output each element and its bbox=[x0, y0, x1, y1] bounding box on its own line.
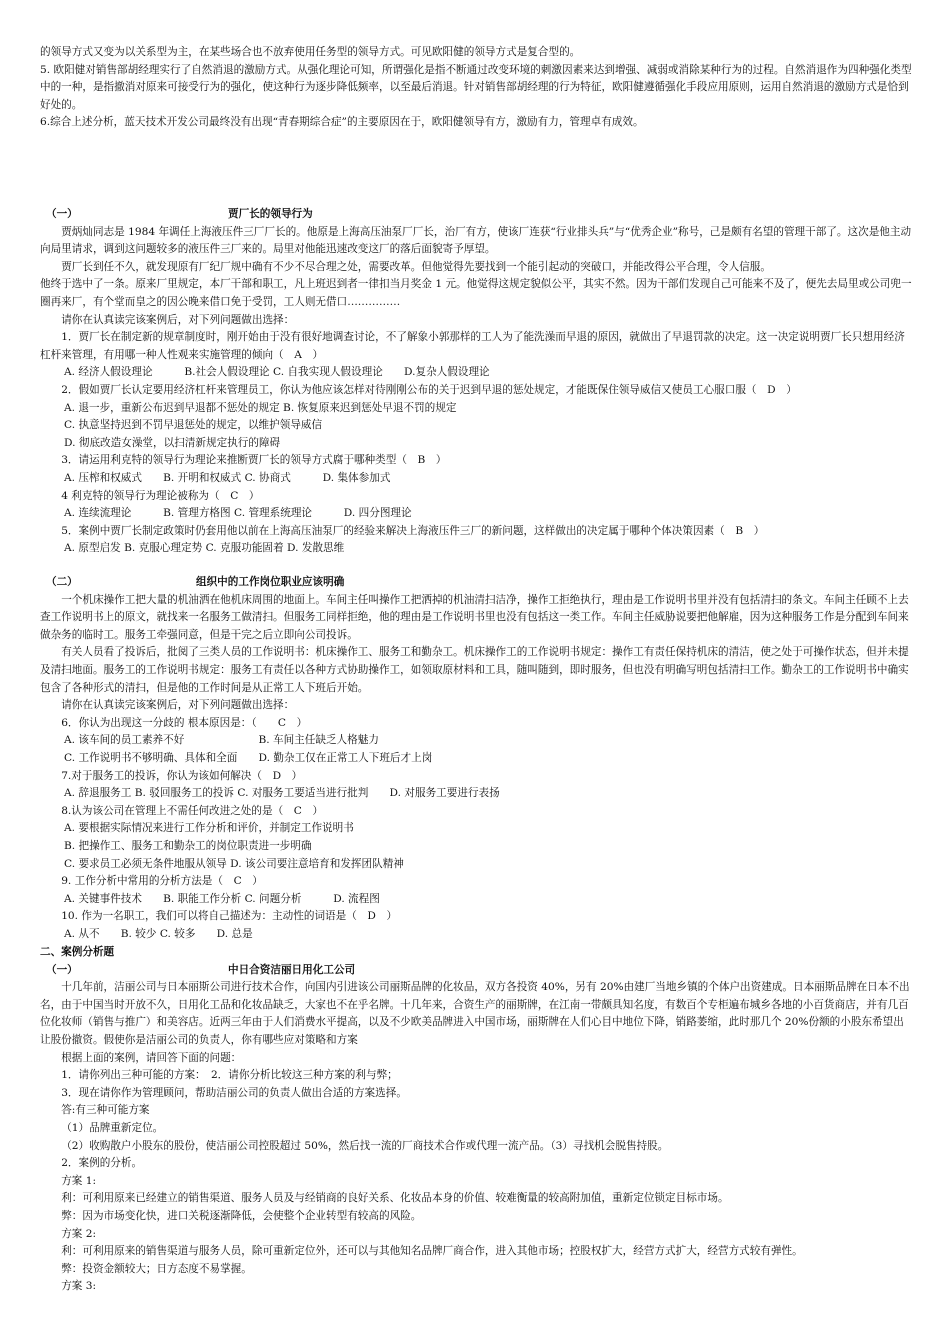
case2-title-row bbox=[40, 574, 912, 592]
question-3-options: A. 压榨和权威式 B. 开明和权威式 C. 协商式 D. 集体参加式 bbox=[64, 471, 391, 484]
case1-paragraph: 贾炳灿同志是 1984 年调任上海液压件三厂厂长的。他原是上海高压油泵厂厂长，治厂有方，使该厂连获“行业排头兵”与“优秀企业”称号，己是颇有名望的管理干部了。这次是他主动向局里请求，调到这问题较多的液压件三厂来的。局里对他能迅速改变这厂的落后面貌寄予厚望。 bbox=[40, 225, 912, 256]
question-8-option: A. 要根据实际情况来进行工作分析和评价，并制定工作说明书 bbox=[64, 822, 354, 835]
case2-number: （二） bbox=[46, 576, 78, 588]
question-7: 7.对于服务工的投诉，你认为该如何解决（ D ） bbox=[61, 769, 303, 782]
case1-title: 贾厂长的领导行为 bbox=[228, 208, 313, 220]
case2-prompt: 请你在认真读完该案例后，对下列问题做出选择： bbox=[61, 699, 295, 712]
question-2: 2．假如贾厂长认定要用经济杠杆来管理员工，你认为他应该怎样对待刚刚公布的关于迟到早退的惩处规定，才能既保住领导威信又使员工心服口服（ D ） bbox=[61, 383, 797, 396]
question-2-option: A. 退一步，重新公布迟到早退都不惩处的规定 B. 恢复原来迟到惩处早退不罚的规定 bbox=[64, 401, 457, 414]
intro-line: 的领导方式又变为以关系型为主，在某些场合也不放弃使用任务型的领导方式。可见欧阳健的领导方式是复合型的。 bbox=[40, 46, 581, 58]
question-1-options: A. 经济人假设理论 B.社会人假设理论 C. 自我实现人假设理论 D.复杂人假设理论 bbox=[64, 366, 490, 379]
question-10: 10. 作为一名职工，我们可以将自己描述为：主动性的词语是（ D ） bbox=[61, 910, 398, 923]
section2-paragraph: 十几年前，洁丽公司与日本丽斯公司进行技术合作，向国内引进该公司丽斯品牌的化妆品，双方各投资 40%，另有 20%由建厂当地乡镇的个体户出资建成。日本丽斯品牌在日本不出名，由于中国当时开放不久，日用化工品和化妆品缺乏，大家也不在乎名牌。十几年来，合资生产的丽斯牌，在江南一带颇具知名度，有数百个专柜遍布城乡各地的小百货商店，并有几百位化妆师（销售与推广）和美容店。近两三年由于人们消费水平提高，以及不少欧美品牌进入中国市场，丽斯牌在人们心目中地位下降，销路萎缩，此时那几个 20%份额的小股东希望出让股份撤资。假使你是洁丽公司的负责人，你有哪些应对策略和方案 bbox=[40, 981, 910, 1046]
answer-line: （1）品牌重新定位。 bbox=[61, 1121, 164, 1134]
case2-title: 组织中的工作岗位职业应该明确 bbox=[196, 576, 345, 588]
section2 bbox=[40, 944, 912, 1296]
question-6-option: A. 该车间的员工素养不好 B. 车间主任缺乏人格魅力 bbox=[64, 734, 379, 747]
case1-section bbox=[40, 206, 912, 558]
section2-line: 3．现在请你作为管理顾问，帮助洁丽公司的负责人做出合适的方案选择。 bbox=[61, 1086, 407, 1099]
intro-line: 5. 欧阳健对销售部胡经理实行了自然消退的激励方式。从强化理论可知，所谓强化是指不断通过改变环境的刺激因素来达到增强、减弱或消除某种行为的过程。自然消退作为四种强化类型中的一种，是指撤消对原来可接受行为的强化，使这种行为逐步降低频率，以至最后消退。针对销售部胡经理的行为特征，欧阳健遵循强化手段应用原则，运用自然消退的激励方式是恰到好处的。 bbox=[40, 63, 912, 111]
section2-line: 1．请你列出三种可能的方案： 2．请你分析比较这三种方案的利与弊； bbox=[61, 1069, 398, 1082]
question-5: 5．案例中贾厂长制定政策时仍套用他以前在上海高压油泵厂的经验来解决上海液压件三厂的新问题，这样做出的决定属于哪种个体决策因素（ B ） bbox=[61, 524, 765, 537]
intro-line: 6.综合上述分析，蓝天技术开发公司最终没有出现“青春期综合症”的主要原因在于，欧阳健领导有方，激励有力，管理卓有成效。 bbox=[40, 116, 644, 129]
answer-line: 方案 3: bbox=[61, 1280, 97, 1293]
answer-line: 方案 2: bbox=[61, 1227, 97, 1240]
question-3: 3．请运用利克特的领导行为理论来推断贾厂长的领导方式腐于哪种类型（ B ） bbox=[61, 454, 447, 467]
question-6: 6．你认为出现这一分歧的 根本原因是：（ C ） bbox=[61, 716, 308, 729]
question-4-options: A. 连续流理论 B. 管理方格图 C. 管理系统理论 D. 四分图理论 bbox=[64, 507, 412, 520]
answer-line: 答:有三种可能方案 bbox=[61, 1104, 150, 1117]
section2-title: 中日合资洁丽日用化工公司 bbox=[228, 963, 356, 976]
question-9: 9. 工作分析中常用的分析方法是（ C ） bbox=[61, 875, 263, 888]
intro-section bbox=[40, 44, 912, 132]
case2-paragraph: 有关人员看了投诉后，批阅了三类人员的工作说明书：机床操作工、服务工和勤杂工。机床操作工的工作说明书规定：操作工有责任保持机床的清洁，使之处于可操作状态，但并未提及清扫地面。服务工的工作说明书规定：服务工有责任以各种方式协助操作工，如领取原材料和工具，随叫随到，即时服务，但也没有明确写明包括清扫工作。勤杂工的工作说明书中确实包含了各种形式的清扫，但是他的工作时间是从正常工人下班后开始。 bbox=[40, 646, 909, 694]
question-2-option: C. 执意坚持迟到不罚早退惩处的规定，以维护领导威信 bbox=[64, 419, 323, 432]
question-6-option: C. 工作说明书不够明确、具体和全面 D. 勤杂工仅在正常工人下班后才上岗 bbox=[64, 751, 433, 764]
question-8: 8.认为该公司在管理上不需任何改进之处的是（ C ） bbox=[61, 804, 324, 817]
section2-number: （一） bbox=[46, 963, 78, 976]
case1-prompt: 请你在认真读完该案例后，对下列问题做出选择： bbox=[61, 313, 295, 326]
question-2-option: D. 彻底改造女澡堂，以扫清新规定执行的障碍 bbox=[64, 436, 281, 449]
case1-paragraph: 他终于选中了一条。原来厂里规定，本厂干部和职工，凡上班迟到者一律扣当月奖金 1 元。他觉得这规定貌似公平，其实不然。因为干部们发现自己可能来不及了，便先去局里或公司兜一圈再来厂，有个堂而皇之的因公晚来借口免于受罚，工人则无借口…………… bbox=[40, 278, 912, 308]
question-5-options: A. 原型启发 B. 克服心理定势 C. 克服功能固着 D. 发散思维 bbox=[64, 542, 345, 555]
case1-number: （一） bbox=[46, 208, 78, 220]
section2-heading: 二、案例分析题 bbox=[40, 946, 115, 958]
section2-line: 根据上面的案例，请回答下面的问题： bbox=[61, 1051, 242, 1064]
question-9-options: A. 关键事件技术 B. 职能工作分析 C. 问题分析 D. 流程图 bbox=[64, 892, 380, 905]
question-4: 4 利克特的领导行为理论被称为（ C ） bbox=[61, 489, 260, 502]
answer-line: （2）收购散户小股东的股份，使洁丽公司控股超过 50%，然后找一流的厂商技术合作或代理一流产品。（3）寻找机会脱售持股。 bbox=[61, 1139, 669, 1152]
section2-title-row bbox=[40, 962, 912, 980]
question-8-option: C. 要求员工必须无条件地服从领导 D. 该公司要注意培育和发挥团队精神 bbox=[64, 857, 404, 870]
answer-line: 弊：投资金额较大；日方态度不易掌握。 bbox=[61, 1262, 252, 1275]
case1-title-row bbox=[40, 206, 912, 224]
case2-paragraph: 一个机床操作工把大量的机油洒在他机床周围的地面上。车间主任叫操作工把洒掉的机油清扫洁净，操作工拒绝执行，理由是工作说明书里并没有包括清扫的条文。车间主任顾不上去查工作说明书上的原文，就找来一名服务工做清扫。但服务工同样拒绝，他的理由是工作说明书里也没有包括这一类工作。车间主任威胁说要把他解雇，因为这种服务工作是分配到车间来做杂务的临时工。服务工牵强同意，但是干完之后立即向公司投诉。 bbox=[40, 593, 909, 641]
question-8-option: B. 把操作工、服务工和勤杂工的岗位职责进一步明确 bbox=[64, 839, 312, 852]
answer-line: 方案 1: bbox=[61, 1174, 97, 1187]
answer-line: 利：可利用原来已经建立的销售渠道、服务人员及与经销商的良好关系、化妆品本身的价值、较难衡量的较高附加值，重新定位锁定目标市场。 bbox=[61, 1192, 729, 1205]
answer-line: 利：可利用原来的销售渠道与服务人员，除可重新定位外，还可以与其他知名品牌厂商合作，进入其他市场；控股权扩大，经营方式扩大，经营方式较有弹性。 bbox=[61, 1245, 803, 1258]
question-1: 1．贾厂长在制定新的规章制度时，刚开始由于没有很好地调查讨论，不了解象小郭那样的工人为了能洗澡而早退的原因，就做出了早退罚款的决定。这一决定说明贾厂长只想用经济杠杆来管理，有用哪一种人性观来实施管理的倾向（ A ） bbox=[40, 331, 905, 361]
answer-line: 弊：因为市场变化快，进口关税逐渐降低，会使整个企业转型有较高的风险。 bbox=[61, 1209, 422, 1222]
question-10-options: A. 从不 B. 较少 C. 较多 D. 总是 bbox=[64, 927, 253, 940]
case2-section bbox=[40, 574, 912, 943]
case1-paragraph: 贾厂长到任不久，就发现原有厂纪厂规中确有不少不尽合理之处，需要改革。但他觉得先要找到一个能引起动的突破口，并能改得公平合理，令人信服。 bbox=[61, 260, 771, 273]
answer-line: 2．案例的分析。 bbox=[61, 1157, 143, 1170]
question-7-options: A. 辞退服务工 B. 驳回服务工的投诉 C. 对服务工要适当进行批判 D. 对服务工要进行表扬 bbox=[64, 787, 500, 800]
